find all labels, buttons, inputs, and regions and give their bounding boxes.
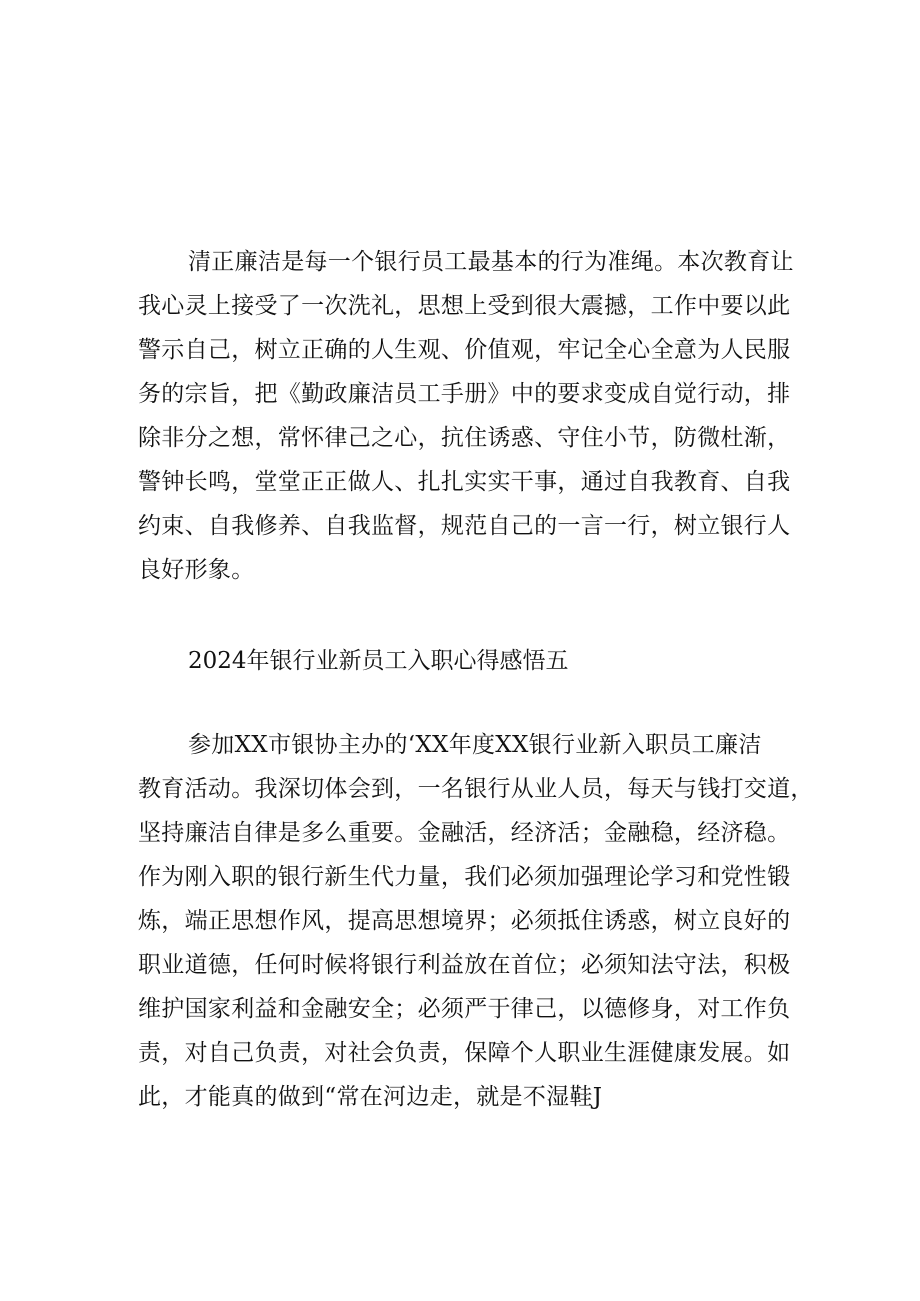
paragraph-line: 炼，端正思想作风，提高思想境界；必须抵住诱惑，树立良好的 (138, 908, 791, 934)
paragraph-line: 此，才能真的做到“常在河边走，就是不湿鞋J (138, 1084, 603, 1110)
paragraph-line: 清正廉洁是每一个银行员工最基本的行为准绳。本次教育让 (188, 249, 794, 275)
paragraph-line: 我心灵上接受了一次洗礼，思想上受到很大震撼，工作中要以此 (138, 293, 791, 319)
paragraph-line: 职业道德，任何时候将银行利益放在首位；必须知法守法，积极 (138, 952, 791, 978)
paragraph-line: 教育活动。我深切体会到，一名银行从业人员，每天与钱打交道， (138, 776, 814, 802)
paragraph-line: 警示自己，树立正确的人生观、价值观，牢记全心全意为人民服 (138, 337, 791, 363)
paragraph-line: 责，对自己负责，对社会负责，保障个人职业生涯健康发展。如 (138, 1040, 791, 1066)
paragraph-2 (138, 723, 818, 1119)
paragraph-line: 警钟长鸣，堂堂正正做人、扎扎实实干事，通过自我教育、自我 (138, 469, 791, 495)
paragraph-line: 作为刚入职的银行新生代力量，我们必须加强理论学习和党性锻 (138, 864, 791, 890)
paragraph-line: 良好形象。 (138, 557, 255, 583)
paragraph-line: 除非分之想，常怀律己之心，抗住诱惑、守住小节，防微杜渐， (138, 425, 791, 451)
paragraph-line: 坚持廉洁自律是多么重要。金融活，经济活；金融稳，经济稳。 (138, 820, 791, 846)
paragraph-line: 务的宗旨，把《勤政廉洁员工手册》中的要求变成自觉行动，排 (138, 381, 791, 407)
section-heading: 2024年银行业新员工入职心得感悟五 (188, 648, 569, 674)
paragraph-line: 约束、自我修养、自我监督，规范自己的一言一行，树立银行人 (138, 513, 791, 539)
paragraph-line: 参加XX市银协主办的‘XX年度XX银行业新入职员工廉洁 (188, 732, 762, 758)
paragraph-line: 维护国家利益和金融安全；必须严于律己，以德修身，对工作负 (138, 996, 791, 1022)
paragraph-1 (138, 240, 798, 592)
